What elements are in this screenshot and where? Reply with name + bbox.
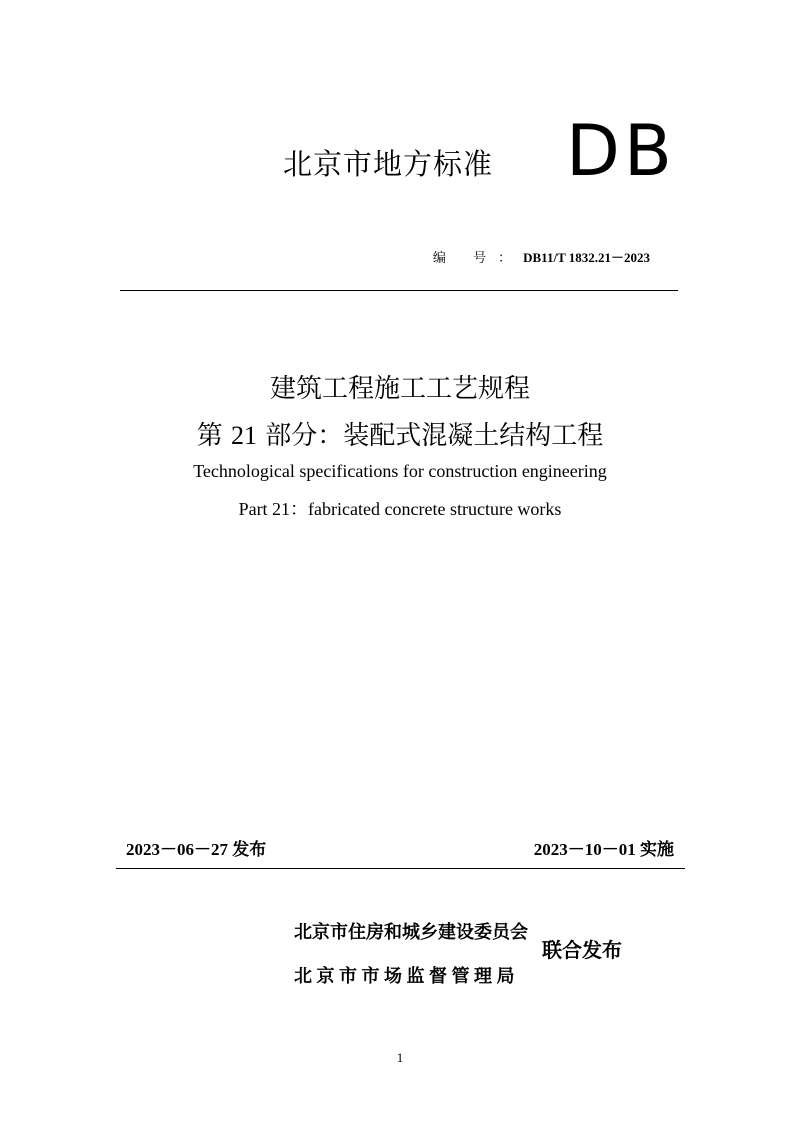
title-chinese-line2 [0,415,800,452]
top-divider [120,290,678,291]
title-part-suffix: 部分：装配式混凝土结构工程 [257,421,604,451]
title-part-prefix: 第 [196,421,231,451]
implementation-date: 2023－10－01 实施 [533,840,674,859]
standard-number [433,247,650,266]
title-chinese-line1: 建筑工程施工工艺规程 [269,374,530,404]
issue-date: 2023－06－27 发布 [126,840,267,859]
publisher-market-regulation: 北京市市场监督管理局 [294,966,519,987]
standard-type-label: 北京市地方标准 [283,147,494,181]
standard-number-label: 编 号： [432,250,524,265]
publisher-housing-commission: 北京市住房和城乡建设委员会 [294,922,528,943]
title-part-number: 21 [231,421,257,450]
title-english-line1: Technological specifications for construction engineering [193,461,607,481]
joint-publish-label: 联合发布 [542,938,622,962]
db-logo: DB [566,110,676,192]
standard-number-value: DB11/T 1832.21－2023 [523,250,650,265]
title-english-line2: Part 21：fabricated concrete structure works [238,499,562,519]
page-number: 1 [396,1050,404,1065]
bottom-divider [116,868,685,869]
